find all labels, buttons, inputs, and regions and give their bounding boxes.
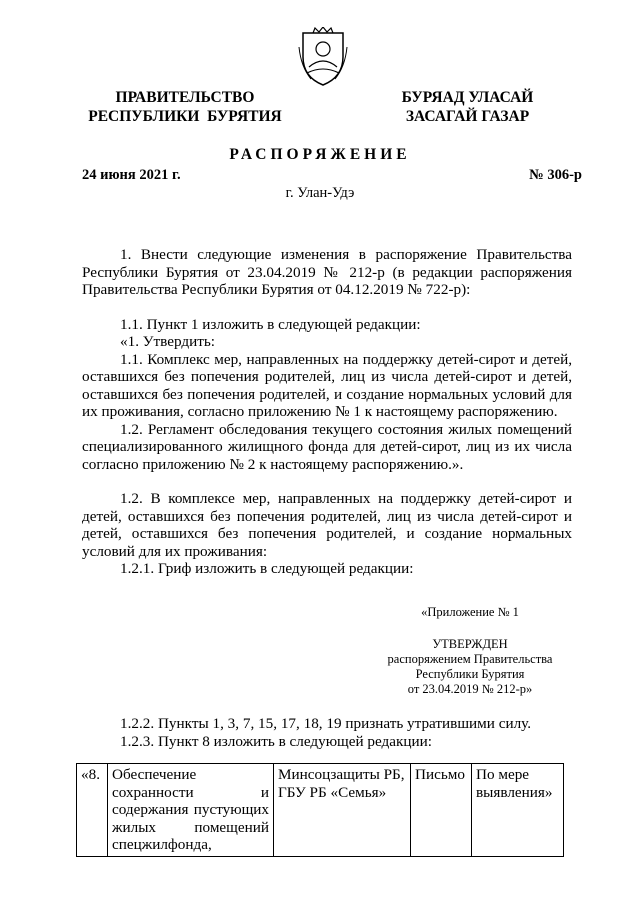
body-section-1 [82, 246, 572, 578]
table-row [77, 764, 564, 857]
paragraph-1: 1. Внести следующие изменения в распоряжение Правительства Республики Бурятия от 23.04.2019 № 212-р (в редакции распоряжения Правительства Республики Бурятия от 04.12.2019 № 722-р): [82, 246, 572, 298]
grif-line2: распоряжением Правительства [387, 652, 553, 666]
paragraph-1-2: 1.2. В комплексе мер, направленных на поддержку детей-сирот и детей, оставшихся без попечения родителей, лиц из числа детей-сирот и детей, оставшихся без попечения родителей, и создание нормальных условий для их проживания: [82, 490, 572, 560]
header-right-line1: БУРЯАД УЛАСАЙ [401, 89, 534, 106]
paragraph-1-2-1: 1.2.1. Гриф изложить в следующей редакции: [120, 560, 414, 577]
grif-title: «Приложение № 1 [421, 605, 519, 619]
cell-form: Письмо [411, 764, 472, 857]
document-date: 24 июня 2021 г. [82, 167, 181, 183]
paragraph-1-2-3: 1.2.3. Пункт 8 изложить в следующей редакции: [120, 732, 433, 750]
header-left-line1: ПРАВИТЕЛЬСТВО [115, 89, 255, 106]
coat-of-arms-emblem [297, 27, 349, 87]
paragraph-approve: «1. Утвердить: [120, 333, 216, 350]
grif-block [375, 637, 565, 697]
paragraph-1-2-2: 1.2.2. Пункты 1, 3, 7, 15, 17, 18, 19 признать утратившими силу. [120, 715, 532, 732]
measures-table [76, 763, 564, 857]
document-title: РАСПОРЯЖЕНИЕ [229, 146, 411, 163]
paragraph-approve-2: 1.2. Регламент обследования текущего состояния жилых помещений специализированного жилищного фонда для детей-сирот, лиц из их числа согласно приложению № 2 к настоящему распоряжению.». [82, 420, 572, 473]
grif-line3: Республики Бурятия [415, 667, 525, 681]
cell-executor: Минсоцзащиты РБ, ГБУ РБ «Семья» [274, 764, 411, 857]
header-right-line2: ЗАСАГАЙ ГАЗАР [405, 108, 530, 125]
header-right [370, 88, 565, 126]
cell-number: «8. [77, 764, 108, 857]
cell-measure: Обеспечение сохранности и содержания пустующих жилых помещений спецжилфонда, [108, 764, 274, 857]
cell-term: По мере выявления» [472, 764, 564, 857]
header-left [70, 88, 300, 126]
grif-line1: УТВЕРЖДЕН [432, 637, 508, 651]
body-section-2 [82, 715, 572, 750]
grif-line4: от 23.04.2019 № 212-р» [407, 682, 533, 696]
document-city: г. Улан-Удэ [285, 185, 355, 201]
document-number: № 306-р [529, 167, 582, 183]
header-left-line2: РЕСПУБЛИКИ БУРЯТИЯ [88, 108, 282, 125]
paragraph-approve-1: 1.1. Комплекс мер, направленных на поддержку детей-сирот и детей, оставшихся без попечения родителей, лиц из числа детей-сирот и детей, оставшихся без попечения родителей, и создание нормальных условий для их проживания, согласно приложению № 1 к настоящему распоряжению. [82, 350, 572, 420]
paragraph-1-1: 1.1. Пункт 1 изложить в следующей редакции: [120, 315, 421, 333]
